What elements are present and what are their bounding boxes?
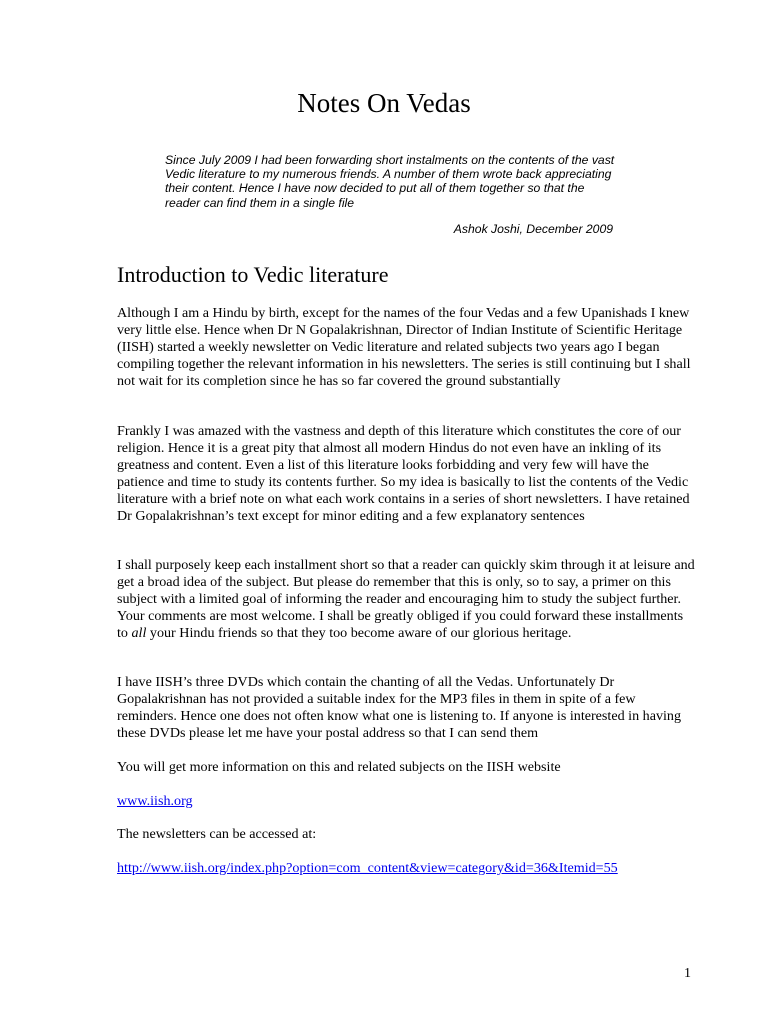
newsletters-link[interactable]: http://www.iish.org/index.php?option=com_content&view=category&id=36&Itemid=55 <box>117 860 618 876</box>
paragraph-installments <box>117 557 697 642</box>
paragraph-website-info: You will get more information on this and related subjects on the IISH website <box>117 759 561 775</box>
paragraph-dvds: I have IISH’s three DVDs which contain the chanting of all the Vedas. Unfortunately Dr Gopalakrishnan has not provided a suitable index for the MP3 files in them in spite of a few reminders. Hence one does not often know what one is listening to. If anyone is interested in having these DVDs please let me have your postal address so that I can send them <box>117 674 682 741</box>
website-link-line <box>117 793 697 810</box>
paragraph-introduction: Although I am a Hindu by birth, except for the names of the four Vedas and a few Upanishads I knew very little else. Hence when Dr N Gopalakrishnan, Director of Indian Institute of Scientific Heritage (IISH) started a weekly newsletter on Vedic literature and related subjects two years ago I began compiling together the relevant information in his newsletters. The series is still continuing but I shall not wait for its completion since he has so far covered the ground substantially <box>117 305 691 389</box>
document-title: Notes On Vedas <box>297 88 471 118</box>
preface-signature: Ashok Joshi, December 2009 <box>453 222 613 236</box>
paragraph-newsletters: The newsletters can be accessed at: <box>117 826 317 842</box>
emphasis-all: all <box>131 624 147 641</box>
paragraph-amazement: Frankly I was amazed with the vastness and depth of this literature which constitutes the core of our religion. Hence it is a great pity that almost all modern Hindus do not even have an inkling of its greatness and content. Even a list of this literature looks forbidding and very few will have the patience and time to study its contents further. So my idea is basically to list the contents of the Vedic literature with a brief note on what each work contains in a series of short newsletters. I have retained Dr Gopalakrishnan’s text except for minor editing and a few explanatory sentences <box>117 423 690 524</box>
newsletters-link-line <box>117 860 697 877</box>
paragraph-installments-text-end: your Hindu friends so that they too become aware of our glorious heritage. <box>146 624 572 641</box>
preface-note: Since July 2009 I had been forwarding short instalments on the contents of the vast Vedic literature to my numerous friends. A number of them wrote back appreciating their content. Hence I have now decided to put all of them together so that the reader can find them in a single file <box>165 153 615 210</box>
website-link[interactable]: www.iish.org <box>117 793 193 809</box>
paragraph-installments-text-start: I shall purposely keep each installment short so that a reader can quickly skim through it at leisure and get a broad idea of the subject. But please do remember that this is only, so to say, a primer on this subject with a limited goal of informing the reader and encouraging him to study the subject further. Your comments are most welcome. I shall be greatly obliged if you could forward these installments to <box>117 557 695 641</box>
section-title: Introduction to Vedic literature <box>117 262 389 287</box>
page-number: 1 <box>684 966 691 981</box>
